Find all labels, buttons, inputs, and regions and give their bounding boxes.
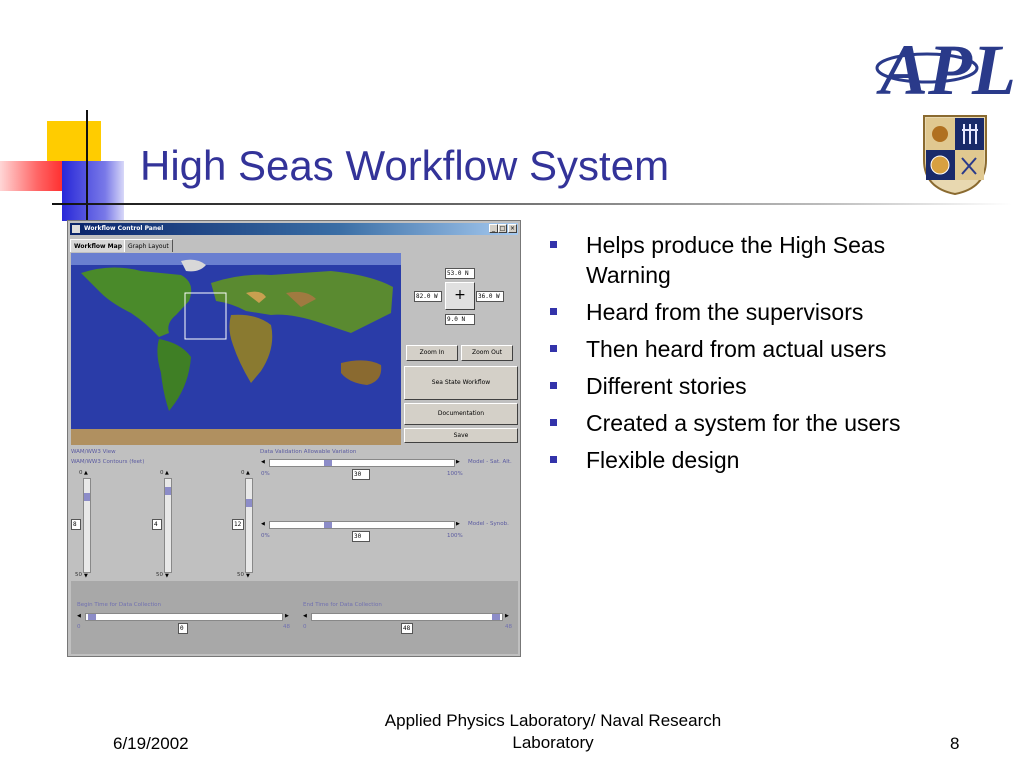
slider-right-arrow-icon[interactable]: ▶ <box>505 613 509 619</box>
slider-right-arrow-icon[interactable]: ▶ <box>456 521 460 527</box>
synob-variation-slider[interactable] <box>269 521 455 529</box>
contour-slider-top: 0 <box>241 470 245 476</box>
wam-view-label: WAM/WW3 View <box>71 449 116 455</box>
begin-time-label: Begin Time for Data Collection <box>77 602 162 608</box>
slider-min-label: 0% <box>261 533 270 539</box>
slider-right-arrow-icon[interactable]: ▶ <box>456 459 460 465</box>
slider-max-label: 100% <box>447 471 463 477</box>
contour-slider-1[interactable] <box>83 478 91 573</box>
slider-left-arrow-icon[interactable]: ◀ <box>261 521 265 527</box>
tab-workflow-map[interactable]: Workflow Map <box>70 239 126 252</box>
bullet-text: Then heard from actual users <box>586 336 887 362</box>
footer-date: 6/19/2002 <box>113 734 189 753</box>
slider-right-arrow-icon[interactable]: ▶ <box>285 613 289 619</box>
save-button[interactable]: Save <box>404 428 518 443</box>
contour-value-field-3[interactable]: 12 <box>232 519 244 530</box>
maximize-icon[interactable]: □ <box>499 225 506 232</box>
apl-logo <box>872 24 1016 110</box>
window-title-bar[interactable] <box>70 223 518 235</box>
slider-thumb[interactable] <box>88 614 96 620</box>
documentation-button[interactable]: Documentation <box>404 403 518 425</box>
footer-page-number: 8 <box>950 734 960 753</box>
bullet-item <box>550 371 970 401</box>
bullet-list <box>550 230 970 482</box>
synob-model-label: Model - Synob. <box>468 521 509 527</box>
slider-thumb[interactable] <box>324 522 332 528</box>
sat-alt-variation-slider[interactable] <box>269 459 455 467</box>
bullet-square-icon <box>550 345 557 352</box>
end-time-field[interactable]: 48 <box>401 623 413 634</box>
nrl-crest-logo <box>920 110 990 196</box>
decor-blue-square <box>62 161 124 221</box>
slider-max-label: 100% <box>447 533 463 539</box>
bullet-text: Heard from the supervisors <box>586 299 864 325</box>
contour-slider-top: 0 <box>160 470 164 476</box>
contour-slider-bottom: 50 <box>237 572 244 578</box>
slider-left-arrow-icon[interactable]: ◀ <box>77 613 81 619</box>
slider-thumb[interactable] <box>324 460 332 466</box>
end-time-slider[interactable] <box>311 613 503 621</box>
window-title: Workflow Control Panel <box>84 225 164 232</box>
slider-max-label: 48 <box>505 624 512 630</box>
slider-left-arrow-icon[interactable]: ◀ <box>303 613 307 619</box>
slider-thumb[interactable] <box>246 499 252 507</box>
contour-slider-bottom: 50 <box>156 572 163 578</box>
zoom-in-button[interactable]: Zoom In <box>406 345 458 361</box>
bullet-item <box>550 230 970 290</box>
slider-min-label: 0 <box>77 624 81 630</box>
sea-state-workflow-button[interactable]: Sea State Workflow <box>404 366 518 400</box>
data-collection-time-panel <box>71 581 518 654</box>
slider-thumb[interactable] <box>165 487 171 495</box>
slider-thumb[interactable] <box>492 614 500 620</box>
slider-thumb[interactable] <box>84 493 90 501</box>
bullet-text: Helps produce the High Seas Warning <box>586 232 886 288</box>
sat-alt-model-label: Model - Sat. Alt. <box>468 459 512 465</box>
bullet-item <box>550 334 970 364</box>
zoom-out-button[interactable]: Zoom Out <box>461 345 513 361</box>
begin-time-slider[interactable] <box>85 613 283 621</box>
south-coordinate-field[interactable]: 9.0 N <box>445 314 475 325</box>
bullet-square-icon <box>550 241 557 248</box>
validation-label: Data Validation Allowable Variation <box>260 449 357 455</box>
slider-up-arrow-icon[interactable]: ▲ <box>165 470 169 476</box>
bullet-text: Flexible design <box>586 447 740 473</box>
slider-left-arrow-icon[interactable]: ◀ <box>261 459 265 465</box>
contour-slider-top: 0 <box>79 470 83 476</box>
bullet-square-icon <box>550 308 557 315</box>
slider-min-label: 0 <box>303 624 307 630</box>
bullet-item <box>550 445 970 475</box>
bullet-text: Different stories <box>586 373 747 399</box>
begin-time-field[interactable]: 0 <box>178 623 188 634</box>
bullet-item <box>550 297 970 327</box>
contour-slider-bottom: 50 <box>75 572 82 578</box>
minimize-icon[interactable]: _ <box>489 224 498 233</box>
east-coordinate-field[interactable]: 36.0 W <box>476 291 504 302</box>
slider-down-arrow-icon[interactable]: ▼ <box>246 573 250 579</box>
bullet-square-icon <box>550 382 557 389</box>
recenter-crosshair-icon[interactable]: + <box>445 282 475 310</box>
workflow-control-panel-window <box>67 220 521 657</box>
bullet-item <box>550 408 970 438</box>
tab-graph-layout[interactable]: Graph Layout <box>124 239 173 252</box>
contour-value-field-2[interactable]: 4 <box>152 519 162 530</box>
app-icon <box>72 225 80 233</box>
sat-alt-variation-field[interactable]: 30 <box>352 469 370 480</box>
west-coordinate-field[interactable]: 82.0 W <box>414 291 442 302</box>
end-time-label: End Time for Data Collection <box>303 602 382 608</box>
decor-horizontal-rule <box>52 203 1012 205</box>
synob-variation-field[interactable]: 30 <box>352 531 370 542</box>
bullet-square-icon <box>550 419 557 426</box>
slider-min-label: 0% <box>261 471 270 477</box>
contour-slider-3[interactable] <box>245 478 253 573</box>
footer-organization: Applied Physics Laboratory/ Naval Research Laboratory <box>384 711 722 752</box>
world-map[interactable] <box>71 253 401 445</box>
contour-value-field-1[interactable]: 8 <box>71 519 81 530</box>
slider-up-arrow-icon[interactable]: ▲ <box>84 470 88 476</box>
slider-up-arrow-icon[interactable]: ▲ <box>246 470 250 476</box>
north-coordinate-field[interactable]: 53.0 N <box>445 268 475 279</box>
bullet-text: Created a system for the users <box>586 410 901 436</box>
slider-max-label: 48 <box>283 624 290 630</box>
bullet-square-icon <box>550 456 557 463</box>
close-icon[interactable]: × <box>509 225 516 232</box>
contour-slider-2[interactable] <box>164 478 172 573</box>
slide-title: High Seas Workflow System <box>140 142 670 189</box>
apl-logo-text: APL <box>880 30 1016 110</box>
slider-down-arrow-icon[interactable]: ▼ <box>165 573 169 579</box>
slider-down-arrow-icon[interactable]: ▼ <box>84 573 88 579</box>
wam-contours-label: WAM/WW3 Contours (feet) <box>71 459 145 465</box>
decor-red-bar <box>0 161 62 191</box>
